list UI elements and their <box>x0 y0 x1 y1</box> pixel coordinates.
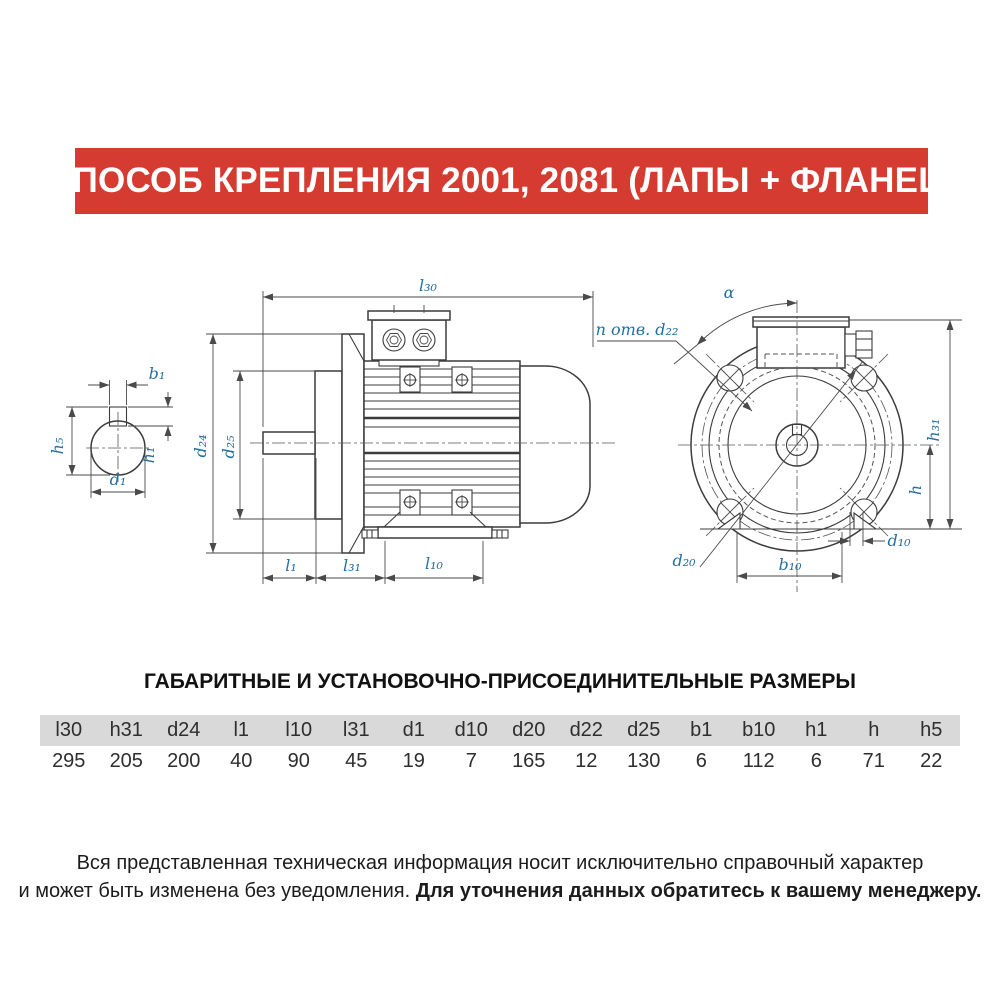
dim-label-l10: l₁₀ <box>425 554 443 573</box>
end-bell <box>520 366 590 523</box>
flange-front-view <box>596 283 962 592</box>
table-header-l31: l31 <box>342 719 370 741</box>
disclaimer-line2 <box>0 877 1000 905</box>
table-header-d20: d20 <box>512 719 546 741</box>
table-value-d1: 19 <box>402 750 425 772</box>
table-value-d24: 200 <box>167 750 201 772</box>
table-value-l31: 45 <box>345 750 368 772</box>
disclaimer-line2-regular: и может быть изменена без уведомления. <box>18 880 416 902</box>
dim-label-h1: h₁ <box>139 446 158 464</box>
table-value-h: 71 <box>862 750 885 772</box>
table-header-h1: h1 <box>805 719 828 741</box>
dim-label-b10: b₁₀ <box>778 555 802 574</box>
table-value-l10: 90 <box>287 750 310 772</box>
shaft-section-view <box>48 364 173 498</box>
table-header-l30: l30 <box>55 719 83 741</box>
table-header-d22: d22 <box>569 719 603 741</box>
dim-label-n-otv-d22: n отв. d₂₂ <box>595 320 679 339</box>
dim-label-d1: d₁ <box>109 470 127 489</box>
banner <box>47 148 956 214</box>
table-value-d25: 130 <box>627 750 661 772</box>
dim-label-l31: l₃₁ <box>343 556 361 575</box>
size-table <box>40 715 960 777</box>
disclaimer-line2-bold: Для уточнения данных обратитесь к вашему менеджеру. <box>415 880 982 902</box>
table-value-d10: 7 <box>465 750 477 772</box>
dim-label-d10: d₁₀ <box>887 531 911 550</box>
table-header-b10: b10 <box>742 719 776 741</box>
table-value-l1: 40 <box>230 750 253 772</box>
technical-drawing <box>0 255 1000 600</box>
dim-label-l1: l₁ <box>285 556 297 575</box>
dim-label-b1: b₁ <box>148 364 166 383</box>
table-header-l1: l1 <box>233 719 250 741</box>
table-header-b1: b1 <box>690 719 713 741</box>
disclaimer <box>0 849 1000 905</box>
table-header-d10: d10 <box>454 719 488 741</box>
dim-label-d25: d₂₅ <box>219 435 238 459</box>
table-value-l30: 295 <box>52 750 86 772</box>
table-header-row <box>40 715 960 746</box>
disclaimer-line1: Вся представленная техническая информация носит исключительно справочный характер <box>76 852 924 874</box>
dim-label-l30: l₃₀ <box>419 276 437 295</box>
table-header-h31: h31 <box>109 719 143 741</box>
table-value-h1: 6 <box>810 750 822 772</box>
table-value-b1: 6 <box>695 750 707 772</box>
table-values-row <box>40 746 960 777</box>
table-header-h: h <box>868 719 880 741</box>
table-header-l10: l10 <box>285 719 313 741</box>
motor-side-view <box>191 276 616 584</box>
table-header-h5: h5 <box>920 719 943 741</box>
table-value-b10: 112 <box>742 750 775 772</box>
table-title: ГАБАРИТНЫЕ И УСТАНОВОЧНО-ПРИСОЕДИНИТЕЛЬНЫЕ РАЗМЕРЫ <box>143 670 856 693</box>
dim-label-alpha: α <box>723 283 735 302</box>
dim-label-h5: h₅ <box>48 437 67 455</box>
table-header-d24: d24 <box>167 719 201 741</box>
dim-label-h: h <box>906 484 925 496</box>
dim-label-d20: d₂₀ <box>672 551 696 570</box>
banner-title: СПОСОБ КРЕПЛЕНИЯ 2001, 2081 (ЛАПЫ + ФЛАНЕЦ) <box>47 161 956 200</box>
terminal-box-side <box>368 305 450 366</box>
terminal-box-front <box>753 317 872 368</box>
table-value-d20: 165 <box>512 750 546 772</box>
table-header-d1: d1 <box>402 719 425 741</box>
table-header-d25: d25 <box>627 719 661 741</box>
dim-label-h31: h₃₁ <box>924 418 943 442</box>
table-value-h5: 22 <box>920 750 943 772</box>
table-value-h31: 205 <box>109 750 143 772</box>
table-value-d22: 12 <box>575 750 598 772</box>
dim-label-d24: d₂₄ <box>191 434 210 458</box>
